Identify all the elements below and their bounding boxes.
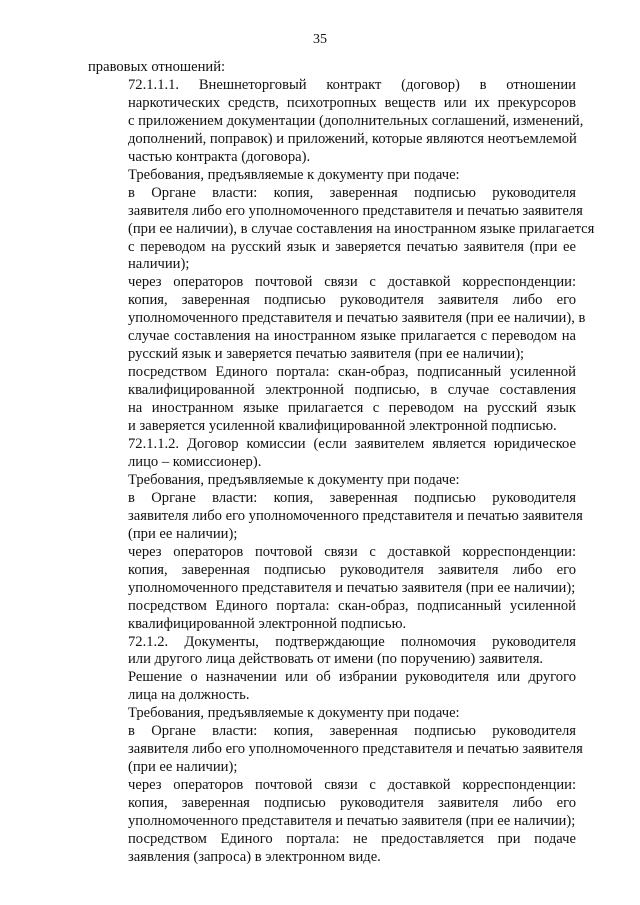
text-line: на иностранном языке прилагается с переводом на русский язык — [128, 400, 576, 417]
paragraph — [88, 436, 576, 472]
text-line: случае составления на иностранном языке прилагается с переводом на — [128, 328, 576, 345]
text-line: с приложением документации (дополнительных соглашений, изменений, — [128, 112, 584, 129]
text-line: (при ее наличии); — [128, 525, 238, 542]
text-line: в Органе власти: копия, заверенная подписью руководителя — [128, 723, 576, 740]
paragraph — [88, 167, 576, 185]
text-line: посредством Единого портала: скан-образ, подписанный усиленной — [128, 364, 576, 381]
text-line: дополнений, поправок) и приложений, которые являются неотъемлемой — [128, 130, 577, 147]
paragraph — [88, 598, 576, 634]
text-line: через операторов почтовой связи с доставкой корреспонденции: — [128, 543, 576, 560]
text-line: заявителя либо его уполномоченного представителя и печатью заявителя — [128, 741, 583, 758]
text-line: или другого лица действовать от имени (по поручению) заявителя. — [128, 651, 544, 668]
text-line: уполномоченного представителя и печатью заявителя (при ее наличии), в — [128, 310, 586, 327]
text-line: наличии); — [128, 256, 190, 273]
paragraph — [88, 472, 576, 490]
text-line: Требования, предъявляемые к документу при подаче: — [128, 705, 460, 722]
text-line: 72.1.1.2. Договор комиссии (если заявителем является юридическое — [128, 436, 576, 453]
paragraph — [88, 59, 576, 77]
paragraph — [88, 831, 576, 867]
text-line: 72.1.1.1. Внешнеторговый контракт (договор) в отношении — [128, 76, 576, 93]
paragraph — [88, 723, 583, 777]
text-line: Требования, предъявляемые к документу при подаче: — [128, 471, 460, 488]
page-number: 35 — [313, 32, 327, 47]
paragraph — [88, 274, 586, 364]
text-line: посредством Единого портала: не предоставляется при подаче — [128, 830, 576, 847]
paragraph — [88, 777, 576, 831]
text-line: наркотических средств, психотропных веществ или их прекурсоров — [128, 94, 576, 111]
text-line: лицо – комиссионер). — [128, 453, 262, 470]
text-line: (при ее наличии); — [128, 759, 238, 776]
text-line: с переводом на русский язык и заверяется печатью заявителя (при ее — [128, 238, 576, 255]
document-body — [88, 59, 595, 867]
paragraph — [88, 76, 584, 167]
text-line: лица на должность. — [128, 687, 250, 704]
text-line: заявления (запроса) в электронном виде. — [128, 848, 381, 865]
text-line: квалифицированной электронной подписью. — [128, 615, 407, 632]
text-line: и заверяется усиленной квалифицированной электронной подписью. — [128, 418, 557, 435]
text-line: частью контракта (договора). — [128, 148, 311, 165]
text-line: Решение о назначении или об избрании руководителя или другого — [128, 669, 576, 686]
text-line: копия, заверенная подписью руководителя заявителя либо его — [128, 561, 576, 578]
paragraph — [88, 544, 576, 598]
text-line: 72.1.2. Документы, подтверждающие полномочия руководителя — [128, 633, 576, 650]
text-line: в Органе власти: копия, заверенная подписью руководителя — [128, 489, 576, 506]
text-line: уполномоченного представителя и печатью заявителя (при ее наличии); — [128, 579, 576, 596]
text-line: Требования, предъявляемые к документу при подаче: — [128, 166, 460, 183]
paragraph — [88, 705, 576, 723]
paragraph — [88, 364, 576, 436]
text-line: копия, заверенная подписью руководителя заявителя либо его — [128, 292, 576, 309]
text-line: заявителя либо его уполномоченного представителя и печатью заявителя — [128, 507, 583, 524]
paragraph — [88, 634, 576, 670]
text-line: через операторов почтовой связи с доставкой корреспонденции: — [128, 777, 576, 794]
text-line: посредством Единого портала: скан-образ, подписанный усиленной — [128, 597, 576, 614]
text-line: квалифицированной электронной подписью, в случае составления — [128, 382, 576, 399]
paragraph — [88, 669, 576, 705]
text-line: правовых отношений: — [88, 59, 226, 75]
text-line: (при ее наличии), в случае составления на иностранном языке прилагается — [128, 220, 595, 237]
paragraph — [88, 489, 583, 544]
text-line: русский язык и заверяется печатью заявителя (при ее наличии); — [128, 346, 525, 363]
text-line: через операторов почтовой связи с доставкой корреспонденции: — [128, 274, 576, 291]
text-line: копия, заверенная подписью руководителя заявителя либо его — [128, 795, 576, 812]
text-line: заявителя либо его уполномоченного представителя и печатью заявителя — [128, 202, 583, 219]
paragraph — [88, 184, 595, 275]
text-line: уполномоченного представителя и печатью заявителя (при ее наличии); — [128, 813, 576, 830]
text-line: в Органе власти: копия, заверенная подписью руководителя — [128, 184, 576, 201]
